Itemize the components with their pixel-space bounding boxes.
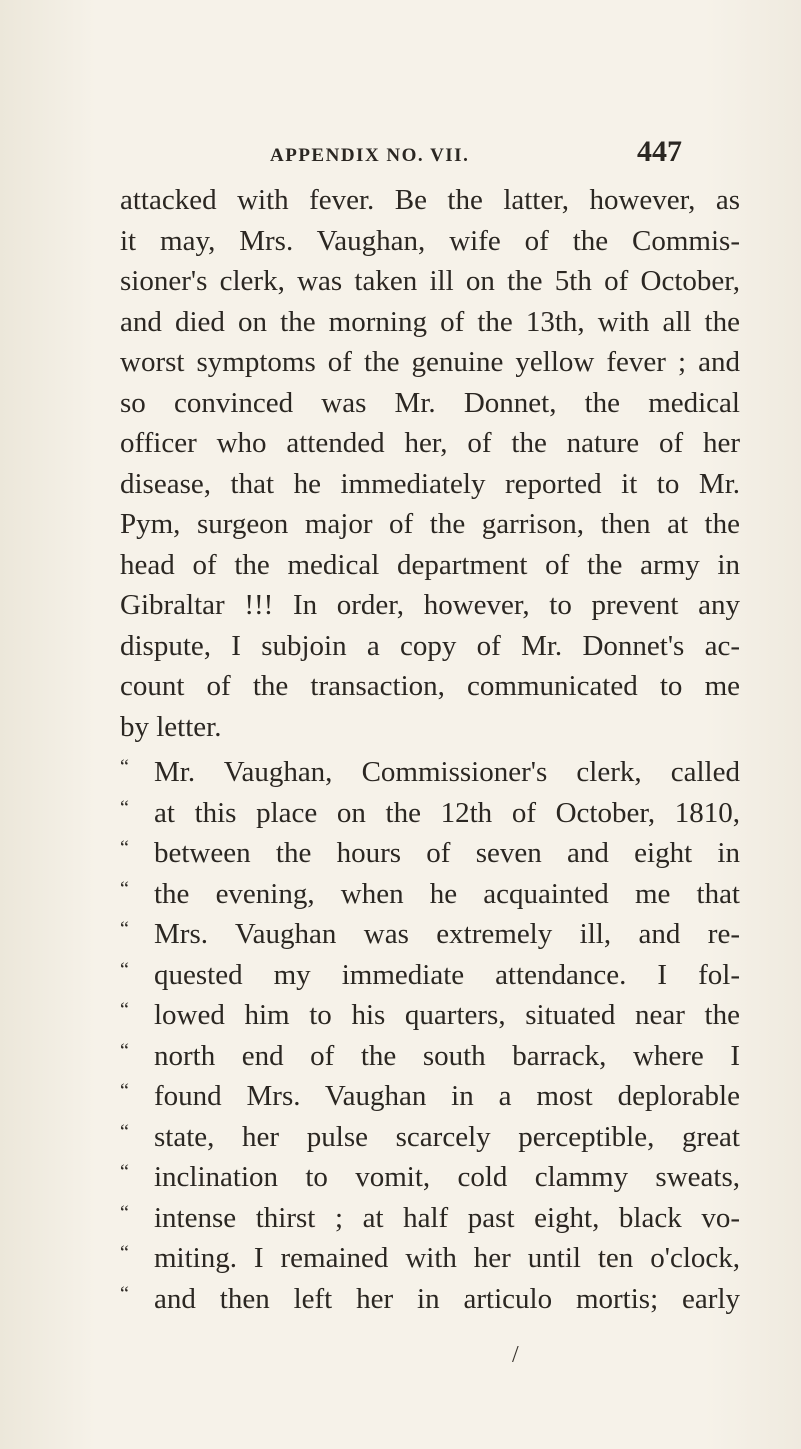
quoted-line	[120, 990, 740, 1031]
stray-pen-mark: /	[512, 1342, 519, 1368]
quote-mark: “	[120, 958, 129, 981]
quoted-line-text: at this place on the 12th of October, 1810,	[154, 796, 740, 829]
text-line: count of the transaction, communicated to me	[120, 670, 740, 702]
quote-mark: “	[120, 1282, 129, 1305]
quoted-line-text: inclination to vomit, cold clammy sweats,	[154, 1161, 740, 1193]
quote-mark: “	[120, 756, 129, 778]
quoted-line-text: quested my immediate attendance. I fol-	[154, 958, 740, 991]
quoted-line	[120, 828, 740, 869]
quoted-line	[120, 1233, 740, 1274]
text-line: so convinced was Mr. Donnet, the medical	[120, 386, 740, 419]
body-text	[120, 180, 740, 1314]
quoted-line	[120, 909, 740, 950]
running-head	[0, 135, 801, 175]
text-line: Gibraltar !!! In order, however, to prevent any	[120, 589, 740, 621]
quoted-line-text: between the hours of seven and eight in	[154, 837, 740, 869]
quote-mark: “	[120, 1161, 129, 1183]
quoted-line-text: found Mrs. Vaughan in a most deplorable	[154, 1080, 740, 1112]
quote-mark: “	[120, 1039, 129, 1062]
quoted-line	[120, 1193, 740, 1234]
quoted-line-text: Mr. Vaughan, Commissioner's clerk, called	[154, 756, 740, 788]
quote-mark: “	[120, 1080, 129, 1102]
quoted-line-text: north end of the south barrack, where I	[154, 1039, 740, 1072]
quote-mark: “	[120, 1120, 129, 1143]
text-line: sioner's clerk, was taken ill on the 5th of October,	[120, 265, 740, 297]
quoted-line	[120, 950, 740, 991]
text-line: attacked with fever. Be the latter, however, as	[120, 184, 740, 216]
quoted-line	[120, 788, 740, 829]
text-line: worst symptoms of the genuine yellow fever ; and	[120, 346, 740, 378]
quoted-line	[120, 1112, 740, 1153]
quoted-line	[120, 1152, 740, 1193]
quoted-line	[120, 1031, 740, 1072]
quote-mark: “	[120, 918, 129, 940]
quote-mark: “	[120, 796, 129, 819]
quoted-line	[120, 869, 740, 910]
quote-mark: “	[120, 877, 129, 900]
text-line: Pym, surgeon major of the garrison, then at the	[120, 508, 740, 540]
text-line: by letter.	[120, 710, 222, 743]
quoted-line-text: Mrs. Vaughan was extremely ill, and re-	[154, 918, 740, 950]
text-line: and died on the morning of the 13th, with all the	[120, 305, 740, 338]
quoted-line	[120, 747, 740, 788]
quoted-line-text: miting. I remained with her until ten o'clock,	[154, 1242, 740, 1274]
quoted-line-text: lowed him to his quarters, situated near the	[154, 999, 740, 1031]
text-line: dispute, I subjoin a copy of Mr. Donnet's ac-	[120, 629, 740, 662]
quote-mark: “	[120, 837, 129, 859]
quoted-line	[120, 1274, 740, 1315]
quote-mark: “	[120, 1201, 129, 1224]
quoted-line-text: the evening, when he acquainted me that	[154, 877, 740, 910]
quote-mark: “	[120, 999, 129, 1021]
quote-mark: “	[120, 1242, 129, 1264]
quoted-line-text: and then left her in articulo mortis; early	[154, 1282, 740, 1315]
page-number: 447	[637, 135, 682, 168]
text-line: officer who attended her, of the nature of her	[120, 427, 740, 459]
text-line: it may, Mrs. Vaughan, wife of the Commis-	[120, 224, 740, 257]
text-line: disease, that he immediately reported it to Mr.	[120, 467, 740, 500]
text-line: head of the medical department of the army in	[120, 548, 740, 581]
running-head-title: APPENDIX NO. VII.	[270, 145, 470, 166]
quoted-line	[120, 1071, 740, 1112]
quoted-line-text: intense thirst ; at half past eight, black vo-	[154, 1201, 740, 1234]
quoted-line-text: state, her pulse scarcely perceptible, great	[154, 1120, 740, 1153]
